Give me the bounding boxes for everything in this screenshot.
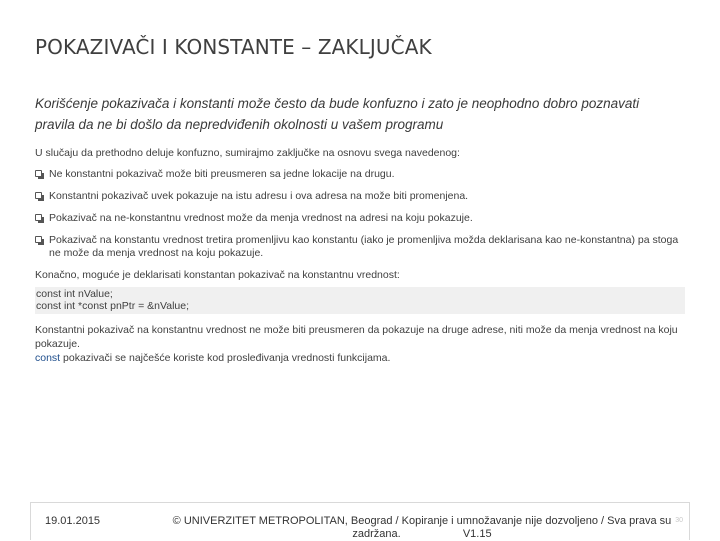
slide-subtitle: Korišćenje pokazivača i konstanti može često da bude konfuzno i zato je neophodno dobro poznavati pravila da ne bi došlo da nepredviđenih okolnosti u vašem programu — [35, 96, 640, 132]
bullet-text: Pokazivač na konstantu vrednost tretira promenljivu kao konstantu (iako je promenljiva možda deklarisana kao ne-konstantna) pa stoga ne može da menja vrednost na koju pokazuje. — [49, 234, 679, 259]
closing-note-text: pokazivači se najčešće koriste kod prosleđivanja vrednosti funkcijama. — [60, 352, 391, 364]
code-block — [35, 287, 685, 314]
checkbox-bullet-icon — [35, 214, 42, 221]
final-text: Konačno, moguće je deklarisati konstantan pokazivač na konstantnu vrednost: — [35, 269, 400, 281]
copyright-reserved: zadržana. — [352, 528, 401, 540]
page-number: 30 — [675, 517, 683, 524]
footer — [30, 502, 690, 540]
bullet-text: Ne konstantni pokazivač može biti preusmeren sa jedne lokacije na drugu. — [49, 168, 395, 180]
copyright-line-2 — [157, 528, 687, 541]
bullet-item — [35, 190, 685, 203]
slide-title: POKAZIVAČI I KONSTANTE – ZAKLJUČAK — [35, 35, 432, 59]
bullet-text: Konstantni pokazivač uvek pokazuje na istu adresu i ova adresa na može biti promenjena. — [49, 190, 469, 202]
slide-body — [35, 147, 685, 365]
checkbox-bullet-icon — [35, 170, 42, 177]
footer-date: 19.01.2015 — [45, 515, 101, 527]
intro-text: U slučaju da prethodno deluje konfuzno, sumirajmo zaključke na osnovu svega navedenog: — [35, 147, 460, 159]
bullet-item — [35, 234, 685, 260]
bullet-item — [35, 168, 685, 181]
footer-copyright — [157, 515, 687, 541]
code-line: const int nValue; — [36, 288, 113, 300]
closing-note — [35, 351, 685, 365]
bullet-item — [35, 212, 685, 225]
copyright-line: © UNIVERZITET METROPOLITAN, Beograd / Kopiranje i umnožavanje nije dozvoljeno / Sva prava su — [172, 515, 672, 527]
const-keyword: const — [35, 352, 61, 364]
closing-text: Konstantni pokazivač na konstantnu vrednost ne može biti preusmeren da pokazuje na druge adrese, niti može da menja vrednost na koju pokazuje. — [35, 324, 678, 350]
version-label: V1.15 — [462, 528, 492, 540]
code-line: const int *const pnPtr = &nValue; — [36, 300, 190, 312]
checkbox-bullet-icon — [35, 236, 42, 243]
bullet-text: Pokazivač na ne-konstantnu vrednost može da menja vrednost na adresi na koju pokazuje. — [49, 212, 473, 224]
checkbox-bullet-icon — [35, 192, 42, 199]
